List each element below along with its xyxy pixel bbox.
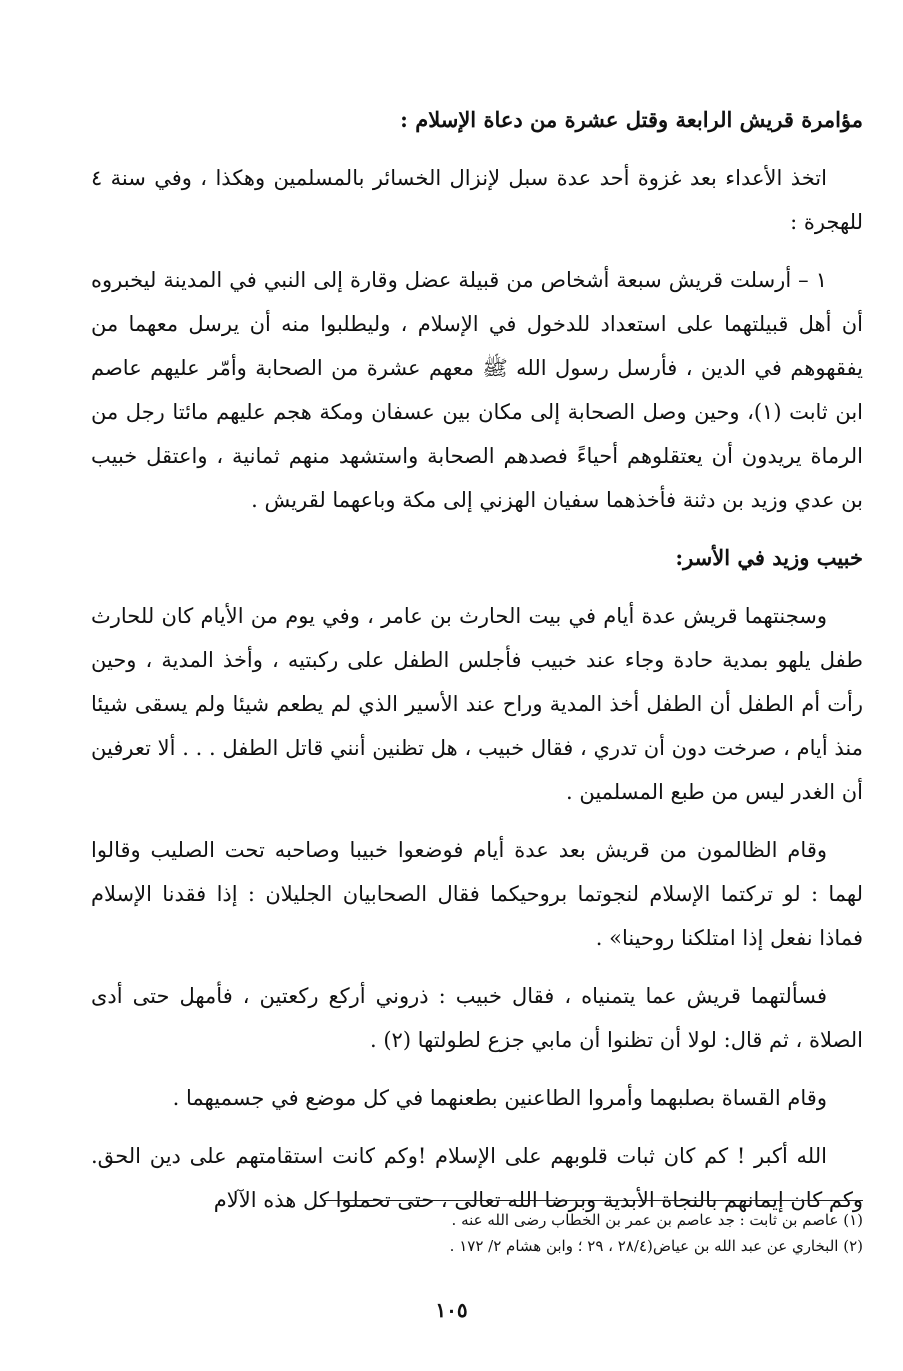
section-heading-khubayb-zayd: خبيب وزيد في الأسر: <box>675 545 863 570</box>
page-number: ١٠٥ <box>435 1298 468 1322</box>
main-text <box>91 98 863 1222</box>
paragraph-two-rakahs: فسألتهما قريش عما يتمنياه ، فقال خبيب : ذروني أركع ركعتين ، فأمهل حتى أدى الصلاة ، ثم قال: لولا أن تظنوا أن مابي جزع لطولتها (٢) . <box>91 984 863 1052</box>
footnotes <box>323 1200 863 1259</box>
paragraph-execution: وقام القساة بصلبهما وأمروا الطاعنين بطعنهما في كل موضع في جسميهما . <box>172 1086 827 1110</box>
paragraph-crucifixion-offer: وقام الظالمون من قريش بعد عدة أيام فوضعوا خبيبا وصاحبه تحت الصليب وقالوا لهما : لو تركتما الإسلام لنجوتما بروحيكما فقال الصحابيان الجليلان : إذا فقدنا الإسلام فماذا نفعل إذا امتلكنا روحينا» . <box>91 838 863 950</box>
paragraph-steadfastness: الله أكبر ! كم كان ثبات قلوبهم على الإسلام !وكم كانت استقامتهم على دين الحق. وكم كان إيمانهم بالنجاة الأبدية وبرضا الله تعالى ، حتى تحملوا كل هذه الآلام <box>91 1144 863 1212</box>
paragraph-intro: اتخذ الأعداء بعد غزوة أحد عدة سبل لإنزال الخسائر بالمسلمين وهكذا ، وفي سنة ٤ للهجرة : <box>91 166 863 234</box>
paragraph-imprisonment: وسجنتهما قريش عدة أيام في بيت الحارث بن عامر ، وفي يوم من الأيام كان للحارث طفل يلهو بمدية حادة وجاء عند خبيب فأجلس الطفل على ركبتيه ، وأخذ المدية ، وحين رأت أم الطفل أن الطفل أخذ المدية وراح عند الأسير الذي لم يطعم شيئا ولم يسقى شيئا منذ أيام ، صرخت دون أن تدري ، فقال خبيب ، هل تظنين أنني قاتل الطفل . . . ألا تعرفين أن الغدر ليس من طبع المسلمين . <box>91 604 863 804</box>
footnote-2: (٢) البخاري عن عبد الله بن عياض(٢٨/٤ ، ٢٩ ؛ وابن هشام ٢/ ١٧٢ . <box>449 1237 863 1255</box>
paragraph-point-1: ١ – أرسلت قريش سبعة أشخاص من قبيلة عضل وقارة إلى النبي في المدينة ليخبروه أن أهل قبيلتهما على استعداد للدخول في الإسلام ، وليطلبوا منه أن يرسل معهما من يفقهوهم في الدين ، فأرسل رسول الله ﷺ معهم عشرة من الصحابة وأمّر عليهم عاصم ابن ثابت (١)، وحين وصل الصحابة إلى مكان بين عسفان ومكة هجم عليهم مائتا رجل من الرماة يريدون أن يعتقلوهم أحياءً فصدهم الصحابة واستشهد منهم ثمانية ، واعتقل خبيب بن عدي وزيد بن دثنة فأخذهما سفيان الهزني إلى مكة وباعهما لقريش . <box>91 268 863 512</box>
footnote-1: (١) عاصم بن ثابت : جد عاصم بن عمر بن الخطاب رضى الله عنه . <box>451 1211 863 1229</box>
section-heading-quraysh-plot: مؤامرة قريش الرابعة وقتل عشرة من دعاة الإسلام : <box>400 107 863 132</box>
